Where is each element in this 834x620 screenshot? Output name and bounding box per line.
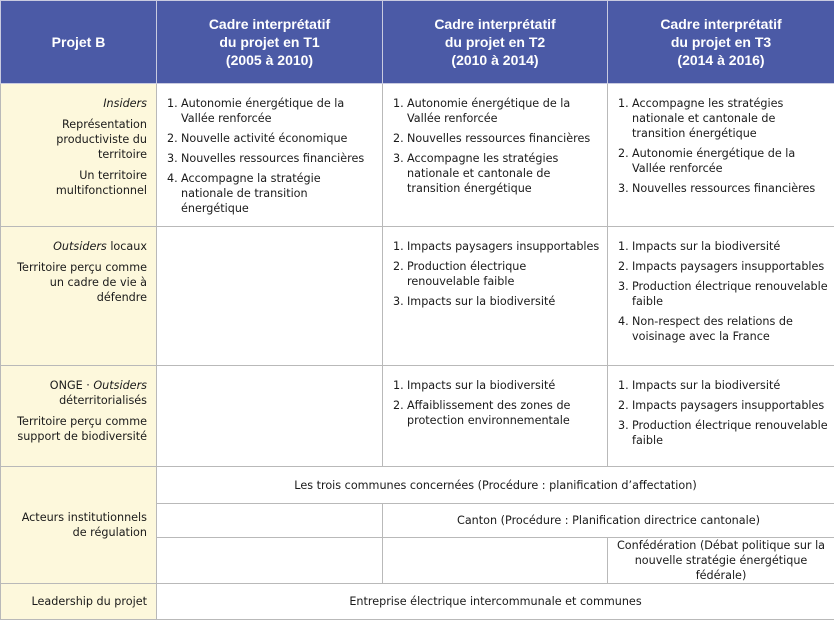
list-item [393,239,601,254]
cell-canton: Canton (Procédure : Planification directrice cantonale) [383,504,834,538]
list-item-number: 1. [393,379,404,392]
row-acteurs-communes [1,467,834,504]
list-item-text: Autonomie énergétique de la Vallée renforcée [632,147,796,175]
list-item [393,131,601,146]
row-header-acteurs: Acteurs institutionnels de régulation [1,467,157,584]
list-item-number: 1. [618,97,629,110]
row-onge [1,366,834,467]
list-item [618,239,828,254]
cell-leadership: Entreprise électrique intercommunale et communes [157,584,834,620]
list-item [618,314,828,344]
list-item-number: 4. [167,172,178,185]
column-header-t2-line1: Cadre interprétatif [434,16,556,32]
onge-label-prefix: ONGE · [49,379,94,392]
list-item-number: 1. [393,240,404,253]
list-item-number: 2. [618,260,629,273]
list-item [618,279,828,309]
column-header-t1-line1: Cadre interprétatif [208,16,331,32]
list-item-text: Accompagne la stratégie nationale de transition énergétique [181,172,321,215]
list-item-text: Nouvelles ressources financières [407,132,591,145]
list-item [393,378,601,393]
column-header-t1 [157,1,383,84]
list-item-number: 2. [167,132,178,145]
row-insiders [1,84,834,227]
list-item [393,259,601,289]
onge-label [5,378,147,408]
list-item-number: 3. [618,182,629,195]
list-insiders-t3 [618,96,828,196]
list-outsiders-locaux-t2 [393,239,601,309]
cell-communes: Les trois communes concernées (Procédure : planification d’affectation) [157,467,834,504]
cell-confederation-empty-t1 [157,538,383,584]
column-header-t2-line3: (2010 à 2014) [451,52,539,68]
list-item-text: Nouvelles ressources financières [181,152,365,165]
list-outsiders-locaux-t3 [618,239,828,344]
list-item-text: Production électrique renouvelable faible [632,419,828,447]
list-item-text: Impacts paysagers insupportables [407,240,600,253]
cell-confederation: Confédération (Débat politique sur la nouvelle stratégie énergétique fédérale) [608,538,834,584]
list-item-number: 1. [618,240,629,253]
list-item-text: Nouvelles ressources financières [632,182,816,195]
list-item [618,398,828,413]
outsiders-locaux-label [5,239,147,254]
cell-outsiders-locaux-t3 [608,227,834,366]
header-row [1,1,834,84]
list-item [618,378,828,393]
list-item-number: 1. [393,97,404,110]
list-item [393,96,601,126]
cell-onge-t3 [608,366,834,467]
row-header-leadership: Leadership du projet [1,584,157,620]
row-leadership [1,584,834,620]
column-header-t3-line3: (2014 à 2016) [677,52,765,68]
list-insiders-t2 [393,96,601,196]
list-item-text: Impacts sur la biodiversité [632,240,781,253]
list-item-number: 2. [393,399,404,412]
list-item [618,259,828,274]
row-header-outsiders-locaux [1,227,157,366]
list-item-number: 4. [618,315,629,328]
list-item-number: 3. [393,152,404,165]
list-onge-t2 [393,378,601,428]
insiders-desc1: Représentation productiviste du territoire [56,118,147,161]
corner-header: Projet B [1,1,157,84]
list-item-text: Production électrique renouvelable faible [407,260,527,288]
list-item-text: Accompagne les stratégies nationale et cantonale de transition énergétique [632,97,784,140]
insiders-label: Insiders [103,97,147,110]
outsiders-locaux-desc1: Territoire perçu comme un cadre de vie à défendre [17,261,147,304]
onge-label-italic: Outsiders [93,379,147,392]
list-item-text: Autonomie énergétique de la Vallée renforcée [407,97,571,125]
insiders-desc2: Un territoire multifonctionnel [55,169,147,197]
list-item-number: 3. [618,419,629,432]
row-outsiders-locaux [1,227,834,366]
list-item-number: 3. [618,280,629,293]
list-item [167,171,376,216]
list-item [618,146,828,176]
list-item-text: Production électrique renouvelable faible [632,280,828,308]
list-item [618,181,828,196]
list-item-number: 3. [393,295,404,308]
column-header-t3 [608,1,834,84]
column-header-t1-line3: (2005 à 2010) [225,52,314,68]
onge-desc1: Territoire perçu comme support de biodiversité [17,415,147,443]
column-header-t2-line2: du projet en T2 [444,34,546,50]
list-item-text: Affaiblissement des zones de protection environnementale [407,399,571,427]
cell-outsiders-locaux-t1 [157,227,383,366]
cell-onge-t1 [157,366,383,467]
cell-insiders-t1 [157,84,383,227]
list-item [167,96,376,126]
list-item [393,294,601,309]
onge-label-rest: déterritorialisés [59,394,147,407]
list-item-number: 1. [618,379,629,392]
outsiders-locaux-label-rest: locaux [106,240,147,253]
list-item-number: 3. [167,152,178,165]
cell-canton-empty [157,504,383,538]
column-header-t3-line1: Cadre interprétatif [660,16,782,32]
cell-insiders-t3 [608,84,834,227]
list-item-text: Impacts paysagers insupportables [632,260,825,273]
list-item [618,418,828,448]
cell-insiders-t2 [383,84,608,227]
list-item-number: 2. [618,147,629,160]
row-header-onge [1,366,157,467]
column-header-t3-line2: du projet en T3 [670,34,772,50]
list-item [393,398,601,428]
list-item-text: Impacts sur la biodiversité [407,379,556,392]
list-insiders-t1 [167,96,376,216]
list-onge-t3 [618,378,828,448]
list-item-text: Nouvelle activité économique [181,132,348,145]
list-item-text: Impacts paysagers insupportables [632,399,825,412]
row-header-insiders [1,84,157,227]
cell-confederation-empty-t2 [383,538,608,584]
list-item-number: 2. [393,132,404,145]
list-item [167,151,376,166]
list-item-text: Autonomie énergétique de la Vallée renforcée [181,97,345,125]
outsiders-locaux-label-italic: Outsiders [53,240,107,253]
cell-onge-t2 [383,366,608,467]
list-item-text: Impacts sur la biodiversité [407,295,556,308]
list-item-number: 2. [393,260,404,273]
list-item [393,151,601,196]
list-item-text: Impacts sur la biodiversité [632,379,781,392]
list-item-text: Accompagne les stratégies nationale et cantonale de transition énergétique [407,152,559,195]
list-item-text: Non-respect des relations de voisinage avec la France [632,315,793,343]
column-header-t1-line2: du projet en T1 [219,34,320,50]
list-item [167,131,376,146]
cell-outsiders-locaux-t2 [383,227,608,366]
list-item [618,96,828,141]
column-header-t2 [383,1,608,84]
list-item-number: 2. [618,399,629,412]
list-item-number: 1. [167,97,178,110]
